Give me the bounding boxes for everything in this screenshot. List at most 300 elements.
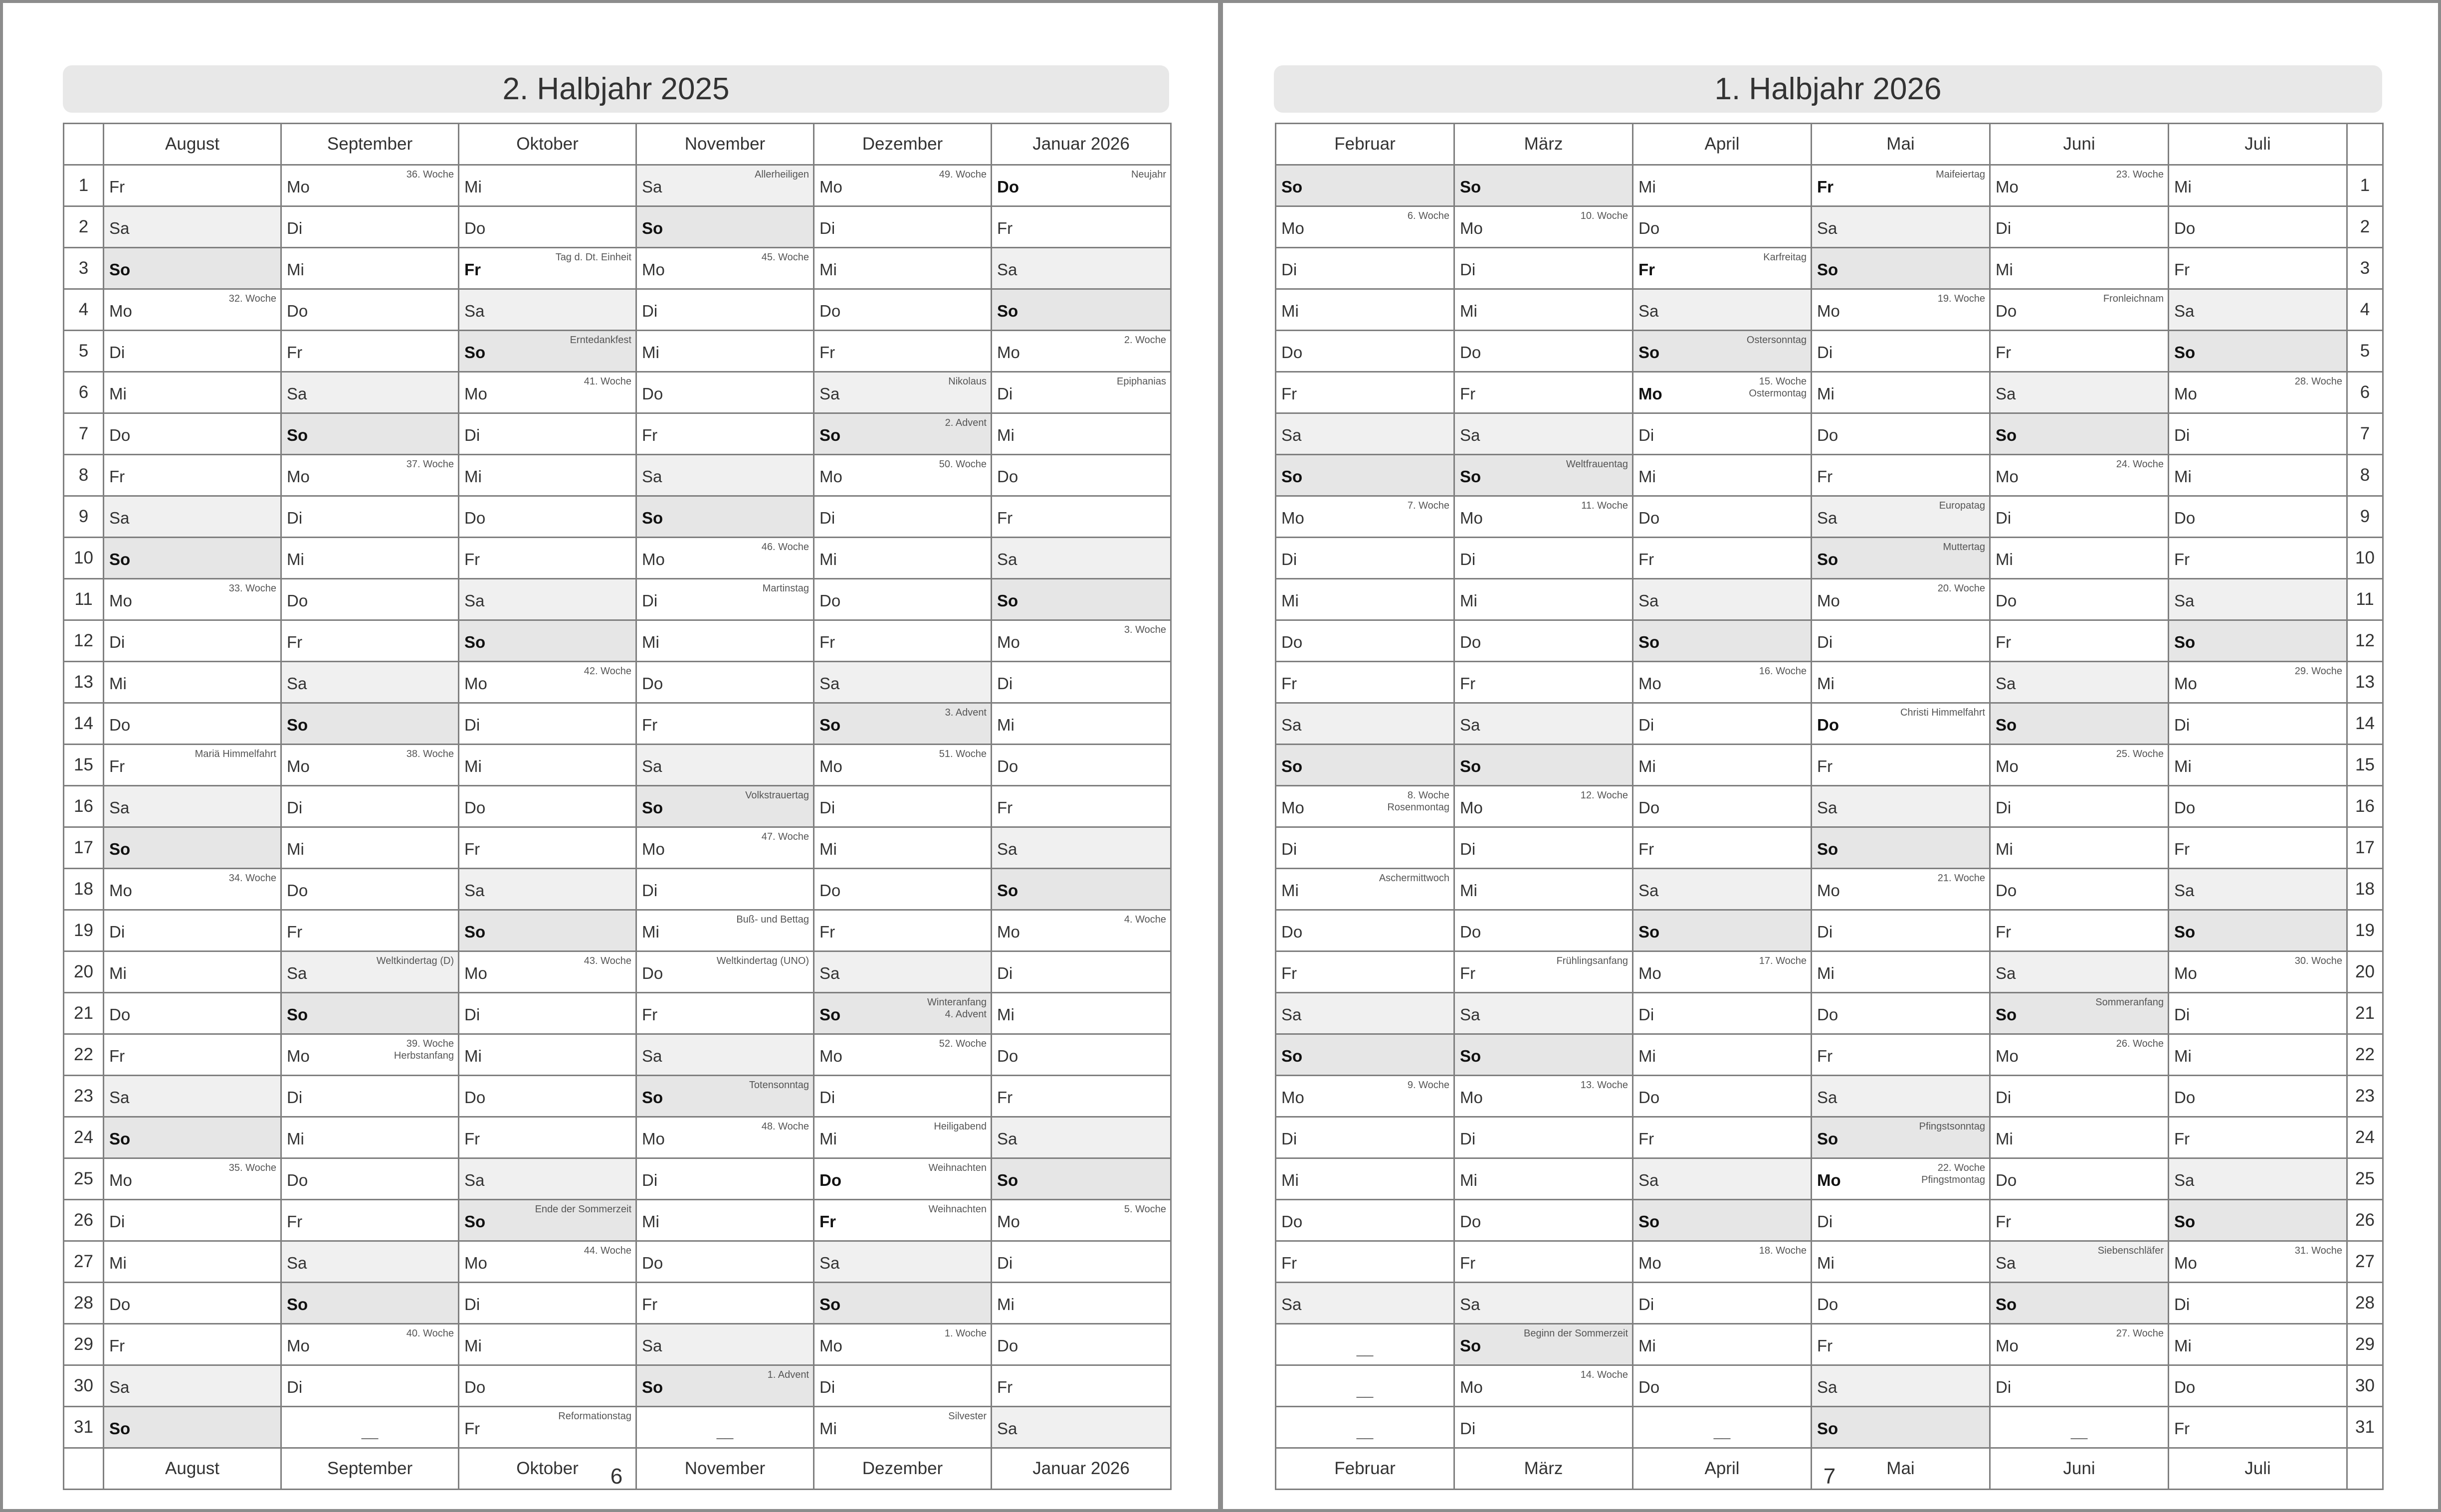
day-cell[interactable] — [2169, 372, 2347, 413]
day-cell[interactable] — [281, 579, 459, 620]
day-cell[interactable] — [104, 331, 281, 372]
day-cell[interactable] — [636, 951, 814, 993]
day-cell[interactable] — [1276, 1158, 1454, 1200]
day-cell[interactable] — [814, 455, 992, 496]
day-cell[interactable] — [1276, 206, 1454, 248]
day-cell[interactable] — [992, 662, 1171, 703]
day-cell[interactable] — [636, 745, 814, 786]
day-cell[interactable] — [1812, 1034, 1990, 1076]
day-cell[interactable] — [992, 165, 1171, 206]
day-cell[interactable] — [1454, 1117, 1633, 1158]
day-cell[interactable] — [636, 331, 814, 372]
day-cell[interactable] — [281, 910, 459, 951]
day-cell[interactable] — [2169, 1283, 2347, 1324]
day-cell[interactable] — [992, 1283, 1171, 1324]
day-cell[interactable] — [1633, 1200, 1812, 1241]
day-cell[interactable] — [281, 289, 459, 331]
day-cell[interactable] — [1276, 993, 1454, 1034]
day-cell[interactable] — [1633, 1076, 1812, 1117]
day-cell[interactable] — [992, 745, 1171, 786]
day-cell[interactable] — [1812, 579, 1990, 620]
day-cell[interactable] — [104, 786, 281, 827]
day-cell[interactable] — [2169, 1034, 2347, 1076]
day-cell[interactable] — [1276, 496, 1454, 538]
day-cell[interactable] — [281, 827, 459, 869]
day-cell[interactable] — [992, 455, 1171, 496]
day-cell[interactable] — [104, 455, 281, 496]
day-cell[interactable] — [1454, 372, 1633, 413]
day-cell[interactable] — [814, 1158, 992, 1200]
day-cell[interactable] — [1276, 579, 1454, 620]
day-cell[interactable] — [459, 1117, 636, 1158]
day-cell[interactable] — [1633, 331, 1812, 372]
day-cell[interactable] — [1454, 331, 1633, 372]
day-cell[interactable] — [1812, 1158, 1990, 1200]
day-cell[interactable] — [1990, 1158, 2169, 1200]
day-cell[interactable] — [1812, 745, 1990, 786]
day-cell[interactable] — [1633, 745, 1812, 786]
day-cell[interactable] — [1454, 1324, 1633, 1365]
day-cell[interactable] — [1454, 289, 1633, 331]
day-cell[interactable] — [1276, 538, 1454, 579]
day-cell[interactable] — [992, 1076, 1171, 1117]
day-cell[interactable] — [636, 538, 814, 579]
day-cell[interactable] — [281, 248, 459, 289]
day-cell[interactable] — [281, 372, 459, 413]
day-cell[interactable] — [1454, 1283, 1633, 1324]
day-cell[interactable] — [1633, 662, 1812, 703]
day-cell[interactable] — [636, 496, 814, 538]
day-cell[interactable] — [459, 827, 636, 869]
day-cell[interactable] — [1990, 1076, 2169, 1117]
day-cell[interactable] — [281, 1158, 459, 1200]
day-cell[interactable] — [814, 703, 992, 745]
day-cell[interactable] — [459, 993, 636, 1034]
day-cell[interactable] — [1454, 165, 1633, 206]
day-cell[interactable] — [992, 951, 1171, 993]
day-cell[interactable] — [2169, 869, 2347, 910]
day-cell[interactable] — [281, 662, 459, 703]
day-cell[interactable] — [1633, 248, 1812, 289]
day-cell[interactable] — [1812, 662, 1990, 703]
day-cell[interactable] — [1633, 496, 1812, 538]
day-cell[interactable] — [1276, 662, 1454, 703]
day-cell[interactable] — [459, 869, 636, 910]
day-cell[interactable] — [459, 1076, 636, 1117]
day-cell[interactable] — [1454, 620, 1633, 662]
day-cell[interactable] — [814, 289, 992, 331]
day-cell[interactable] — [459, 1365, 636, 1407]
day-cell[interactable] — [459, 1283, 636, 1324]
day-cell[interactable] — [1454, 703, 1633, 745]
day-cell[interactable] — [1276, 1076, 1454, 1117]
day-cell[interactable] — [1990, 413, 2169, 455]
day-cell[interactable] — [1276, 248, 1454, 289]
day-cell[interactable] — [459, 248, 636, 289]
day-cell[interactable] — [1812, 1076, 1990, 1117]
day-cell[interactable] — [2169, 951, 2347, 993]
day-cell[interactable] — [1812, 1365, 1990, 1407]
day-cell[interactable] — [992, 331, 1171, 372]
day-cell[interactable] — [1454, 993, 1633, 1034]
day-cell[interactable] — [1633, 1365, 1812, 1407]
day-cell[interactable] — [636, 1324, 814, 1365]
day-cell[interactable] — [104, 206, 281, 248]
day-cell[interactable] — [1276, 745, 1454, 786]
day-cell[interactable] — [2169, 331, 2347, 372]
day-cell[interactable] — [2169, 413, 2347, 455]
day-cell[interactable] — [1454, 1076, 1633, 1117]
day-cell[interactable] — [1454, 1200, 1633, 1241]
day-cell[interactable] — [992, 538, 1171, 579]
day-cell[interactable] — [2169, 538, 2347, 579]
day-cell[interactable] — [459, 951, 636, 993]
day-cell[interactable] — [1812, 206, 1990, 248]
day-cell[interactable] — [2169, 1407, 2347, 1448]
day-cell[interactable] — [1454, 1365, 1633, 1407]
day-cell[interactable] — [459, 538, 636, 579]
day-cell[interactable] — [1276, 1117, 1454, 1158]
day-cell[interactable] — [636, 869, 814, 910]
day-cell[interactable] — [636, 910, 814, 951]
day-cell[interactable] — [636, 620, 814, 662]
day-cell[interactable] — [636, 662, 814, 703]
day-cell[interactable] — [1633, 413, 1812, 455]
day-cell[interactable] — [281, 1283, 459, 1324]
day-cell[interactable] — [636, 1365, 814, 1407]
day-cell[interactable] — [1990, 1034, 2169, 1076]
day-cell[interactable] — [2169, 1241, 2347, 1283]
day-cell[interactable] — [1812, 455, 1990, 496]
day-cell[interactable] — [1454, 910, 1633, 951]
day-cell[interactable] — [1454, 827, 1633, 869]
day-cell[interactable] — [1812, 413, 1990, 455]
day-cell[interactable] — [636, 1117, 814, 1158]
day-cell[interactable] — [814, 1324, 992, 1365]
day-cell[interactable] — [1812, 620, 1990, 662]
day-cell[interactable] — [1990, 1324, 2169, 1365]
day-cell[interactable] — [992, 869, 1171, 910]
day-cell[interactable] — [636, 289, 814, 331]
day-cell[interactable] — [1633, 951, 1812, 993]
day-cell[interactable] — [992, 1158, 1171, 1200]
day-cell[interactable] — [459, 579, 636, 620]
day-cell[interactable] — [636, 993, 814, 1034]
day-cell[interactable] — [1454, 496, 1633, 538]
day-cell[interactable] — [1990, 165, 2169, 206]
day-cell[interactable] — [1633, 786, 1812, 827]
day-cell[interactable] — [814, 496, 992, 538]
day-cell[interactable] — [1812, 1241, 1990, 1283]
day-cell[interactable] — [2169, 786, 2347, 827]
day-cell[interactable] — [281, 496, 459, 538]
day-cell[interactable] — [281, 1324, 459, 1365]
day-cell[interactable] — [1812, 289, 1990, 331]
day-cell[interactable] — [814, 745, 992, 786]
day-cell[interactable] — [1990, 910, 2169, 951]
day-cell[interactable] — [459, 1241, 636, 1283]
day-cell[interactable] — [1990, 289, 2169, 331]
day-cell[interactable] — [281, 206, 459, 248]
day-cell[interactable] — [104, 910, 281, 951]
day-cell[interactable] — [1812, 372, 1990, 413]
day-cell[interactable] — [1276, 1241, 1454, 1283]
day-cell[interactable] — [1633, 1407, 1812, 1448]
day-cell[interactable] — [459, 786, 636, 827]
day-cell[interactable] — [1990, 1117, 2169, 1158]
day-cell[interactable] — [2169, 703, 2347, 745]
day-cell[interactable] — [459, 1158, 636, 1200]
day-cell[interactable] — [2169, 289, 2347, 331]
day-cell[interactable] — [459, 496, 636, 538]
day-cell[interactable] — [2169, 910, 2347, 951]
day-cell[interactable] — [281, 620, 459, 662]
day-cell[interactable] — [1812, 496, 1990, 538]
day-cell[interactable] — [814, 662, 992, 703]
day-cell[interactable] — [814, 413, 992, 455]
day-cell[interactable] — [992, 372, 1171, 413]
day-cell[interactable] — [1276, 827, 1454, 869]
day-cell[interactable] — [281, 1200, 459, 1241]
day-cell[interactable] — [1990, 538, 2169, 579]
day-cell[interactable] — [1633, 579, 1812, 620]
day-cell[interactable] — [2169, 1158, 2347, 1200]
day-cell[interactable] — [1454, 455, 1633, 496]
day-cell[interactable] — [814, 331, 992, 372]
day-cell[interactable] — [992, 1200, 1171, 1241]
day-cell[interactable] — [1990, 331, 2169, 372]
day-cell[interactable] — [104, 289, 281, 331]
day-cell[interactable] — [459, 1200, 636, 1241]
day-cell[interactable] — [281, 455, 459, 496]
day-cell[interactable] — [1454, 662, 1633, 703]
day-cell[interactable] — [1454, 579, 1633, 620]
day-cell[interactable] — [2169, 1076, 2347, 1117]
day-cell[interactable] — [814, 620, 992, 662]
day-cell[interactable] — [814, 165, 992, 206]
day-cell[interactable] — [992, 579, 1171, 620]
day-cell[interactable] — [636, 786, 814, 827]
day-cell[interactable] — [1812, 993, 1990, 1034]
day-cell[interactable] — [636, 827, 814, 869]
day-cell[interactable] — [2169, 206, 2347, 248]
day-cell[interactable] — [1276, 703, 1454, 745]
day-cell[interactable] — [281, 786, 459, 827]
day-cell[interactable] — [1276, 1407, 1454, 1448]
day-cell[interactable] — [814, 579, 992, 620]
day-cell[interactable] — [1990, 827, 2169, 869]
day-cell[interactable] — [1276, 331, 1454, 372]
day-cell[interactable] — [104, 620, 281, 662]
day-cell[interactable] — [459, 1407, 636, 1448]
day-cell[interactable] — [459, 455, 636, 496]
day-cell[interactable] — [104, 1076, 281, 1117]
day-cell[interactable] — [281, 951, 459, 993]
day-cell[interactable] — [1276, 165, 1454, 206]
day-cell[interactable] — [1990, 579, 2169, 620]
day-cell[interactable] — [1812, 1324, 1990, 1365]
day-cell[interactable] — [1990, 248, 2169, 289]
day-cell[interactable] — [1812, 951, 1990, 993]
day-cell[interactable] — [1812, 869, 1990, 910]
day-cell[interactable] — [1633, 910, 1812, 951]
day-cell[interactable] — [1276, 1034, 1454, 1076]
day-cell[interactable] — [814, 993, 992, 1034]
day-cell[interactable] — [1454, 248, 1633, 289]
day-cell[interactable] — [1812, 786, 1990, 827]
day-cell[interactable] — [459, 206, 636, 248]
day-cell[interactable] — [1990, 455, 2169, 496]
day-cell[interactable] — [281, 413, 459, 455]
day-cell[interactable] — [814, 248, 992, 289]
day-cell[interactable] — [281, 1241, 459, 1283]
day-cell[interactable] — [281, 1076, 459, 1117]
day-cell[interactable] — [2169, 1200, 2347, 1241]
day-cell[interactable] — [2169, 827, 2347, 869]
day-cell[interactable] — [1633, 206, 1812, 248]
day-cell[interactable] — [1990, 951, 2169, 993]
day-cell[interactable] — [1633, 372, 1812, 413]
day-cell[interactable] — [1633, 455, 1812, 496]
day-cell[interactable] — [2169, 1117, 2347, 1158]
day-cell[interactable] — [459, 413, 636, 455]
day-cell[interactable] — [281, 538, 459, 579]
day-cell[interactable] — [104, 662, 281, 703]
day-cell[interactable] — [992, 1117, 1171, 1158]
day-cell[interactable] — [814, 372, 992, 413]
day-cell[interactable] — [1990, 745, 2169, 786]
day-cell[interactable] — [2169, 620, 2347, 662]
day-cell[interactable] — [814, 538, 992, 579]
day-cell[interactable] — [636, 1241, 814, 1283]
day-cell[interactable] — [104, 827, 281, 869]
day-cell[interactable] — [104, 869, 281, 910]
day-cell[interactable] — [1454, 206, 1633, 248]
day-cell[interactable] — [1633, 620, 1812, 662]
day-cell[interactable] — [281, 993, 459, 1034]
day-cell[interactable] — [1276, 910, 1454, 951]
day-cell[interactable] — [1633, 993, 1812, 1034]
day-cell[interactable] — [1454, 745, 1633, 786]
day-cell[interactable] — [1454, 538, 1633, 579]
day-cell[interactable] — [1633, 538, 1812, 579]
day-cell[interactable] — [459, 331, 636, 372]
day-cell[interactable] — [104, 951, 281, 993]
day-cell[interactable] — [104, 1158, 281, 1200]
day-cell[interactable] — [1633, 1324, 1812, 1365]
day-cell[interactable] — [281, 165, 459, 206]
day-cell[interactable] — [636, 1158, 814, 1200]
day-cell[interactable] — [1812, 910, 1990, 951]
day-cell[interactable] — [2169, 165, 2347, 206]
day-cell[interactable] — [636, 206, 814, 248]
day-cell[interactable] — [814, 827, 992, 869]
day-cell[interactable] — [636, 703, 814, 745]
day-cell[interactable] — [636, 579, 814, 620]
day-cell[interactable] — [2169, 662, 2347, 703]
day-cell[interactable] — [636, 372, 814, 413]
day-cell[interactable] — [104, 496, 281, 538]
day-cell[interactable] — [104, 248, 281, 289]
day-cell[interactable] — [1454, 1158, 1633, 1200]
day-cell[interactable] — [459, 165, 636, 206]
day-cell[interactable] — [1454, 951, 1633, 993]
day-cell[interactable] — [636, 413, 814, 455]
day-cell[interactable] — [459, 372, 636, 413]
day-cell[interactable] — [1990, 1407, 2169, 1448]
day-cell[interactable] — [104, 1117, 281, 1158]
day-cell[interactable] — [1633, 1241, 1812, 1283]
day-cell[interactable] — [814, 1200, 992, 1241]
day-cell[interactable] — [992, 289, 1171, 331]
day-cell[interactable] — [1276, 1200, 1454, 1241]
day-cell[interactable] — [281, 869, 459, 910]
day-cell[interactable] — [814, 1283, 992, 1324]
day-cell[interactable] — [814, 1365, 992, 1407]
day-cell[interactable] — [459, 745, 636, 786]
day-cell[interactable] — [636, 1200, 814, 1241]
day-cell[interactable] — [636, 1076, 814, 1117]
day-cell[interactable] — [2169, 993, 2347, 1034]
day-cell[interactable] — [992, 910, 1171, 951]
day-cell[interactable] — [1633, 703, 1812, 745]
day-cell[interactable] — [1454, 1241, 1633, 1283]
day-cell[interactable] — [814, 951, 992, 993]
day-cell[interactable] — [1633, 289, 1812, 331]
day-cell[interactable] — [1276, 869, 1454, 910]
day-cell[interactable] — [814, 786, 992, 827]
day-cell[interactable] — [2169, 496, 2347, 538]
day-cell[interactable] — [1990, 1365, 2169, 1407]
day-cell[interactable] — [1990, 1241, 2169, 1283]
day-cell[interactable] — [104, 703, 281, 745]
day-cell[interactable] — [104, 1407, 281, 1448]
day-cell[interactable] — [281, 1407, 459, 1448]
day-cell[interactable] — [992, 496, 1171, 538]
day-cell[interactable] — [1812, 1407, 1990, 1448]
day-cell[interactable] — [281, 1365, 459, 1407]
day-cell[interactable] — [1990, 662, 2169, 703]
day-cell[interactable] — [636, 455, 814, 496]
day-cell[interactable] — [814, 910, 992, 951]
day-cell[interactable] — [459, 1034, 636, 1076]
day-cell[interactable] — [104, 1365, 281, 1407]
day-cell[interactable] — [1812, 331, 1990, 372]
day-cell[interactable] — [636, 1407, 814, 1448]
day-cell[interactable] — [104, 1241, 281, 1283]
day-cell[interactable] — [1633, 1283, 1812, 1324]
day-cell[interactable] — [1812, 1200, 1990, 1241]
day-cell[interactable] — [104, 1324, 281, 1365]
day-cell[interactable] — [1633, 869, 1812, 910]
day-cell[interactable] — [281, 745, 459, 786]
day-cell[interactable] — [1454, 869, 1633, 910]
day-cell[interactable] — [992, 1407, 1171, 1448]
day-cell[interactable] — [1276, 413, 1454, 455]
day-cell[interactable] — [2169, 248, 2347, 289]
day-cell[interactable] — [992, 1241, 1171, 1283]
day-cell[interactable] — [1276, 786, 1454, 827]
day-cell[interactable] — [1454, 413, 1633, 455]
day-cell[interactable] — [992, 827, 1171, 869]
day-cell[interactable] — [814, 1117, 992, 1158]
day-cell[interactable] — [2169, 455, 2347, 496]
day-cell[interactable] — [636, 1034, 814, 1076]
day-cell[interactable] — [1276, 1283, 1454, 1324]
day-cell[interactable] — [992, 1324, 1171, 1365]
day-cell[interactable] — [1990, 869, 2169, 910]
day-cell[interactable] — [1990, 372, 2169, 413]
